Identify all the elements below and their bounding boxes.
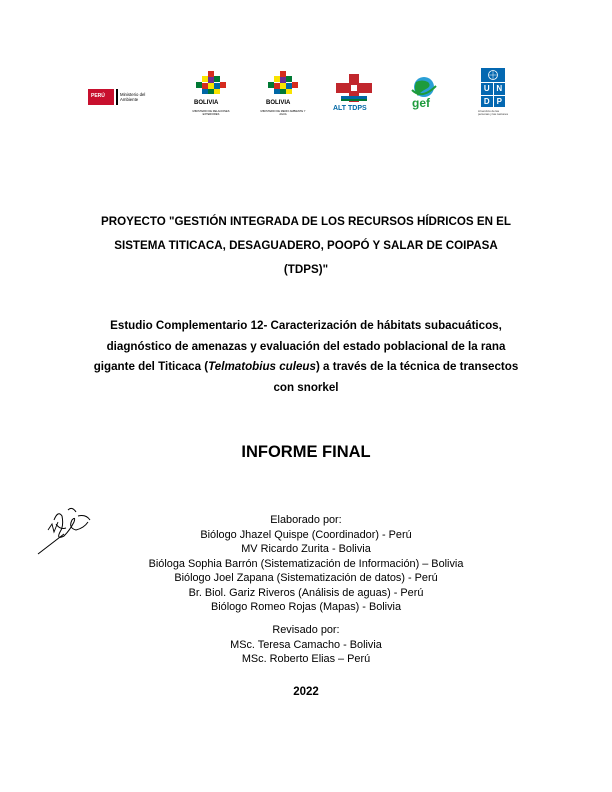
report-year: 2022 — [293, 686, 319, 698]
reviewed-by-heading: Revisado por: — [272, 624, 340, 636]
bolivia-emblem-icon — [260, 70, 306, 100]
author-item: Biólogo Joel Zapana (Sistematización de datos) - Perú — [174, 572, 438, 584]
study-line-1: Estudio Complementario 12- Caracterización de hábitats subacuáticos, — [110, 319, 502, 332]
bolivia-ministry-2: MINISTERIO DE MEDIO AMBIENTE Y AGUA — [260, 110, 306, 117]
bolivia-emblem-icon — [188, 70, 234, 100]
study-line-3-start: gigante del Titicaca ( — [93, 360, 209, 374]
peru-ministry-logo — [88, 89, 160, 105]
reviewed-by-section — [0, 623, 612, 667]
alt-cross-icon — [332, 72, 376, 104]
undp-tagline: Al servicio de las personas y las naciones — [478, 109, 509, 117]
peru-ministry-text: Ministerio del Ambiente — [120, 92, 146, 102]
undp-letter-p: P — [494, 96, 506, 108]
project-title-line-1: PROYECTO "GESTIÓN INTEGRADA DE LOS RECURSOS HÍDRICOS EN EL — [100, 215, 512, 228]
author-item: Biólogo Jhazel Quispe (Coordinador) - Perú — [200, 528, 412, 541]
author-item: Biólogo Romeo Rojas (Mapas) - Bolivia — [210, 601, 402, 613]
project-title-line-2: SISTEMA TITICACA, DESAGUADERO, POOPÓ Y SALAR DE COIPASA — [114, 239, 498, 252]
author-item: Bióloga Sophia Barrón (Sistematización de Información) – Bolivia — [148, 557, 464, 570]
bolivia-environment-logo — [260, 70, 306, 122]
undp-letter-u: U — [481, 83, 493, 95]
prepared-by-section — [0, 513, 612, 615]
study-subtitle — [70, 316, 542, 399]
reviewer-item: MSc. Teresa Camacho - Bolivia — [230, 638, 382, 651]
author-item: Br. Biol. Gariz Riveros (Análisis de aguas) - Perú — [188, 586, 424, 599]
bolivia-foreign-affairs-logo — [188, 70, 234, 122]
study-line-3 — [70, 357, 542, 378]
peru-flag-text: PERÚ — [91, 93, 105, 99]
prepared-by-heading: Elaborado por: — [270, 514, 342, 526]
bolivia-name-1: BOLIVIA — [194, 100, 219, 106]
gef-globe-icon — [408, 76, 438, 98]
bolivia-name-2: BOLIVIA — [266, 100, 291, 106]
gef-logo — [408, 76, 438, 110]
logo-strip — [0, 68, 612, 124]
study-line-4: con snorkel — [273, 381, 339, 395]
study-line-3-end: ) a través de la técnica de transectos — [315, 360, 519, 374]
reviewer-item: MSc. Roberto Elias – Perú — [241, 653, 371, 665]
undp-emblem-box — [481, 68, 505, 82]
undp-logo — [476, 68, 510, 124]
bolivia-ministry-1: MINISTERIO DE RELACIONES EXTERIORES — [192, 110, 230, 117]
undp-letter-d: D — [481, 96, 493, 108]
undp-letter-grid — [481, 83, 505, 107]
alt-tdps-label: ALT TDPS — [333, 105, 367, 112]
study-line-2: diagnóstico de amenazas y evaluación del estado poblacional de la rana — [106, 339, 506, 353]
report-type-heading: INFORME FINAL — [241, 443, 371, 461]
species-name: Telmatobius culeus — [208, 360, 316, 374]
gef-label: gef — [412, 96, 430, 110]
project-title — [60, 212, 552, 280]
project-title-line-3: (TDPS)" — [283, 263, 329, 276]
alt-tdps-logo — [332, 72, 376, 112]
author-list — [0, 528, 612, 615]
author-item: MV Ricardo Zurita - Bolivia — [241, 543, 371, 555]
undp-letter-n: N — [494, 83, 506, 95]
un-emblem-icon — [481, 68, 505, 82]
